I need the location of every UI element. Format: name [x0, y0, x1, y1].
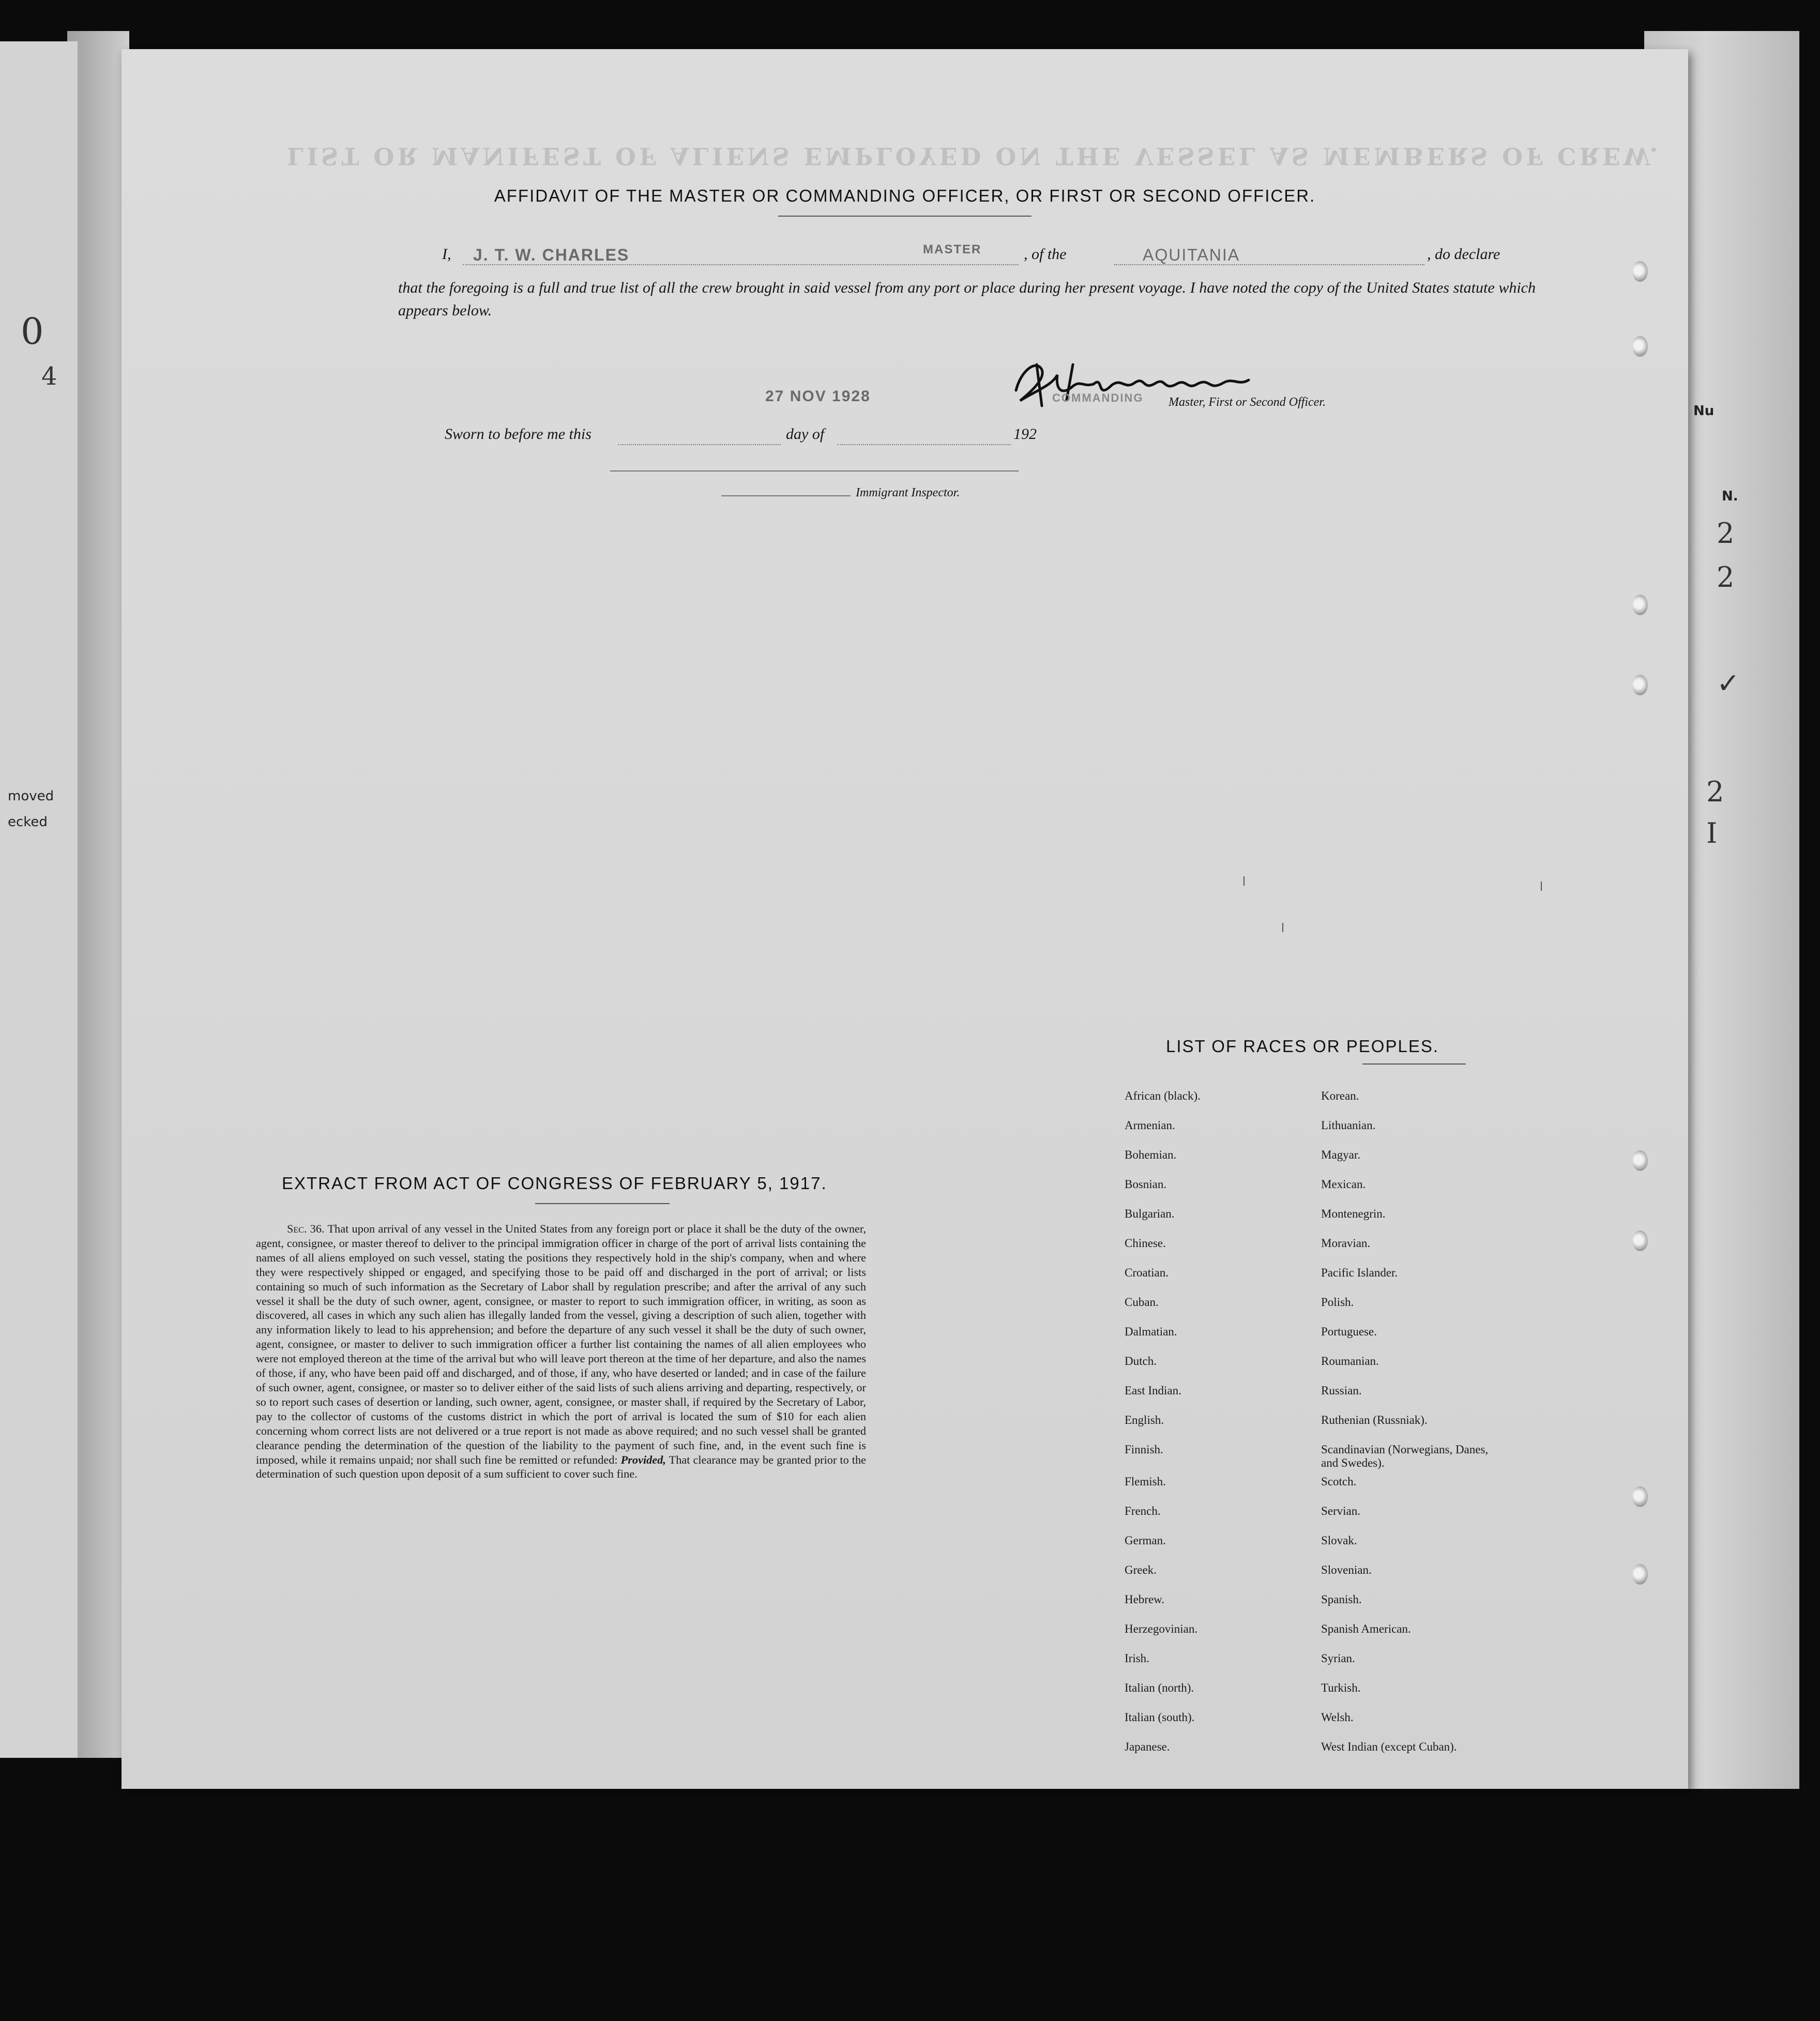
race-item: Servian. [1321, 1505, 1361, 1517]
pencil-mark: ✓ [1717, 667, 1740, 700]
pencil-mark: I [1706, 817, 1718, 849]
inspector-caption: Immigrant Inspector. [856, 486, 960, 499]
affidavit-declaration-line [442, 242, 1528, 277]
race-row [1125, 1414, 1642, 1443]
binding-hole [1632, 675, 1648, 695]
pencil-mark: 2 [1706, 776, 1724, 808]
race-item: Polish. [1321, 1296, 1354, 1309]
extract-section-text [256, 1222, 866, 1481]
pencil-mark: 4 [41, 362, 57, 391]
extract-title-rule [535, 1203, 670, 1204]
inspector-rule [721, 495, 851, 496]
right-margin-text-2: N. [1722, 489, 1738, 504]
race-item: Moravian. [1321, 1237, 1371, 1250]
race-item: Herzegovinian. [1125, 1622, 1198, 1635]
left-page-strip [0, 41, 78, 1758]
right-margin-text-1: Nu [1693, 403, 1715, 419]
race-item: Cuban. [1125, 1296, 1159, 1309]
race-row [1125, 1534, 1642, 1563]
race-item: East Indian. [1125, 1384, 1181, 1397]
section-number: Sec. 36. [287, 1222, 325, 1235]
race-item: Bosnian. [1125, 1178, 1167, 1191]
section-text-proviso: That clearance may be granted prior to the determination of such question upon deposit of a sum sufficient to cover such fine. [256, 1453, 867, 1481]
race-row [1125, 1443, 1642, 1475]
master-name: J. T. W. CHARLES [473, 246, 630, 264]
binding-hole [1632, 1486, 1648, 1507]
name-fill-line [463, 264, 1019, 265]
race-item: Magyar. [1321, 1148, 1361, 1161]
race-item: Pacific Islander. [1321, 1266, 1398, 1279]
race-row [1125, 1355, 1642, 1384]
race-row [1125, 1207, 1642, 1237]
race-item: Lithuanian. [1321, 1119, 1376, 1132]
race-item: Spanish American. [1321, 1622, 1411, 1635]
race-item: Slovak. [1321, 1534, 1357, 1547]
race-item: Bulgarian. [1125, 1207, 1175, 1220]
race-row [1125, 1475, 1642, 1505]
day-fill-line [618, 444, 781, 445]
race-item: African (black). [1125, 1089, 1201, 1102]
races-list [1125, 1089, 1642, 1770]
pencil-mark: 2 [1717, 517, 1735, 550]
pencil-mark: 2 [1717, 561, 1735, 594]
race-item: Dalmatian. [1125, 1325, 1177, 1338]
pencil-mark: 0 [21, 310, 44, 353]
race-row [1125, 1119, 1642, 1148]
race-row [1125, 1148, 1642, 1178]
declaration-pronoun: I, [442, 246, 451, 263]
race-item: Korean. [1321, 1089, 1359, 1102]
race-item: Russian. [1321, 1384, 1362, 1397]
race-item: Ruthenian (Russniak). [1321, 1414, 1428, 1426]
left-margin-text-1: moved [8, 788, 54, 804]
race-item: Irish. [1125, 1652, 1149, 1665]
vessel-name: AQUITANIA [1143, 246, 1240, 264]
ink-mark [1541, 882, 1542, 891]
ink-mark [1282, 923, 1283, 932]
master-rank: MASTER [923, 242, 982, 256]
of-the-text: , of the [1024, 246, 1067, 263]
binding-hole [1632, 261, 1648, 282]
race-item: Portuguese. [1321, 1325, 1377, 1338]
race-row [1125, 1325, 1642, 1355]
race-item: Flemish. [1125, 1475, 1166, 1488]
race-item: Chinese. [1125, 1237, 1166, 1250]
sworn-day-of: day of [786, 426, 825, 443]
race-item: Scotch. [1321, 1475, 1357, 1488]
race-row [1125, 1384, 1642, 1414]
race-row [1125, 1178, 1642, 1207]
race-row [1125, 1622, 1642, 1652]
race-item: Slovenian. [1321, 1563, 1372, 1576]
races-title-rule [1362, 1063, 1466, 1065]
race-row [1125, 1740, 1642, 1770]
race-item: Armenian. [1125, 1119, 1175, 1132]
do-declare-text: , do declare [1427, 246, 1500, 263]
races-list-title: LIST OF RACES OR PEOPLES. [1166, 1037, 1439, 1056]
ghost-heading-bleedthrough: LIST OR MANIFEST OF ALIENS EMPLOYED ON THE VESSEL AS MEMBERS OF CREW. [287, 142, 1661, 170]
race-item: Japanese. [1125, 1740, 1170, 1753]
left-margin-text-2: ecked [8, 814, 48, 830]
race-item: Bohemian. [1125, 1148, 1177, 1161]
master-signature-caption: Master, First or Second Officer. [1169, 396, 1326, 409]
sworn-prefix: Sworn to before me this [445, 426, 592, 443]
race-row [1125, 1296, 1642, 1325]
race-row [1125, 1089, 1642, 1119]
inspector-rule [610, 470, 1019, 472]
race-item: Spanish. [1321, 1593, 1362, 1606]
race-item: Welsh. [1321, 1711, 1354, 1724]
sworn-year: 192 [1013, 426, 1037, 443]
race-item: Scandinavian (Norwegians, Danes, and Swedes). [1321, 1443, 1489, 1469]
race-item: Roumanian. [1321, 1355, 1379, 1367]
title-rule [778, 216, 1032, 217]
manifest-page [122, 49, 1688, 1789]
commanding-stamp: COMMANDING [1052, 391, 1144, 404]
race-row [1125, 1563, 1642, 1593]
race-item: Greek. [1125, 1563, 1157, 1576]
binding-hole [1632, 336, 1648, 357]
ink-mark [1243, 876, 1245, 886]
race-row [1125, 1505, 1642, 1534]
extract-title: EXTRACT FROM ACT OF CONGRESS OF FEBRUARY 5, 1917. [282, 1174, 827, 1193]
binding-hole [1632, 595, 1648, 615]
race-row [1125, 1237, 1642, 1266]
race-row [1125, 1681, 1642, 1711]
affidavit-statement: that the foregoing is a full and true list of all the crew brought in said vessel from any port or place during her present voyage. I have noted the copy of the United States statute which appears below. [398, 279, 1536, 319]
affidavit-title: AFFIDAVIT OF THE MASTER OR COMMANDING OFFICER, OR FIRST OR SECOND OFFICER. [494, 186, 1316, 205]
race-item: French. [1125, 1505, 1161, 1517]
race-item: German. [1125, 1534, 1166, 1547]
section-provided: Provided, [620, 1453, 666, 1466]
binding-hole [1632, 1150, 1648, 1171]
race-item: Finnish. [1125, 1443, 1163, 1456]
race-item: Turkish. [1321, 1681, 1361, 1694]
vessel-fill-line [1114, 264, 1424, 265]
race-item: English. [1125, 1414, 1164, 1426]
race-item: Dutch. [1125, 1355, 1157, 1367]
month-fill-line [838, 444, 1011, 445]
race-item: West Indian (except Cuban). [1321, 1740, 1457, 1753]
sworn-line [445, 426, 1065, 451]
binding-hole [1632, 1230, 1648, 1251]
race-row [1125, 1652, 1642, 1681]
section-text-main: That upon arrival of any vessel in the United States from any foreign port or place it shall be the duty of the owner, agent, consignee, or master thereof to deliver to the principal immigration officer in charge of the port of arrival lists containing the names of all aliens employed on such vessel, stating the positions they respectively hold in the ship's company, when and where they were respectively shipped or engaged, and specifying those to be paid off and discharged in the port of arrival; or lists containing so much of such information as the Secretary of Labor shall by regulation prescribe; and after the arrival of any such vessel it shall be the duty of such owner, agent, consignee, or master to report to such immigration officer, in writing, as soon as discovered, all cases in which any such alien has illegally landed from the vessel, giving a description of such alien, together with any information likely to lead to his apprehension; and before the departure of any such vessel it shall be the duty of such owner, agent, consignee, or master to deliver to such immigration officer a further list containing the names of all alien employees who were not employed thereon at the time of the arrival but who will leave port thereon at the time of her departure, and also the names of those, if any, who have been paid off and discharged, and of those, if any, who have deserted or landed; and in case of the failure of such owner, agent, consignee, or master so to deliver either of the said lists of such aliens arriving and departing, respectively, or so to report such cases of desertion or landing, such owner, agent, consignee, or master shall, if required by the Secretary of Labor, pay to the collector of customs of the customs district in which the port of arrival is located the sum of $10 for each alien concerning whom correct lists are not delivered or a true report is not made as above required; and no such vessel shall be granted clearance pending the determination of the question of the liability to the payment of such fine, and, in the event such fine is imposed, while it remains unpaid; nor shall such fine be remitted or refunded: [256, 1222, 867, 1466]
race-item: Croatian. [1125, 1266, 1169, 1279]
race-item: Hebrew. [1125, 1593, 1165, 1606]
binding-hole [1632, 1564, 1648, 1585]
race-item: Italian (north). [1125, 1681, 1194, 1694]
race-row [1125, 1266, 1642, 1296]
race-item: Italian (south). [1125, 1711, 1195, 1724]
race-row [1125, 1711, 1642, 1740]
race-item: Montenegrin. [1321, 1207, 1386, 1220]
race-row [1125, 1593, 1642, 1622]
race-item: Mexican. [1321, 1178, 1366, 1191]
race-item: Syrian. [1321, 1652, 1355, 1665]
date-stamp: 27 NOV 1928 [765, 388, 871, 405]
